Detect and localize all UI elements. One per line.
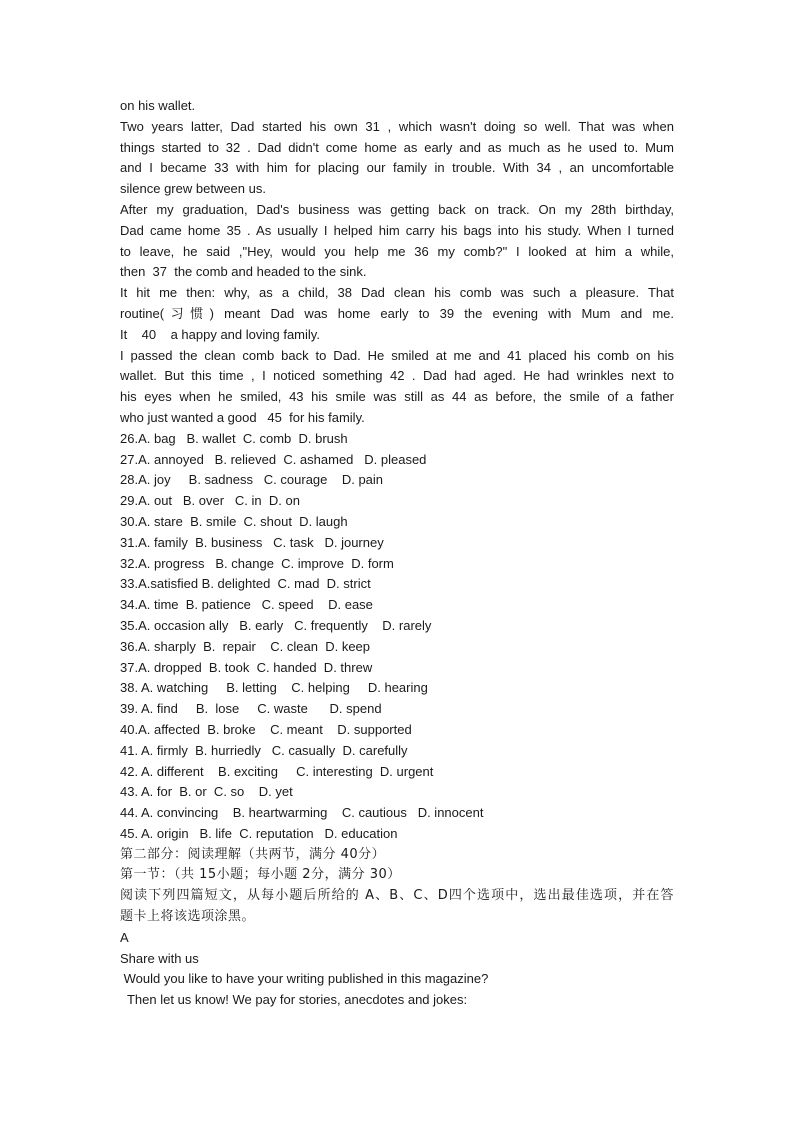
part-title: 第二部分：阅读理解（共两节，满分 40分） <box>120 846 386 862</box>
passage-line: and I became 33 with him for placing our family in trouble. With 34 , an uncomfortable <box>120 160 674 176</box>
passage-line: Then let us know! We pay for stories, anecdotes and jokes: <box>120 992 468 1008</box>
option-line: 26.A. bag B. wallet C. comb D. brush <box>120 430 348 446</box>
passage-line: wallet. But this time , I noticed something 42 . Dad had aged. He had wrinkles next to <box>120 368 674 384</box>
passage-line: who just wanted a good 45 for his family. <box>120 409 365 425</box>
option-line: 35.A. occasion ally B. early C. frequently D. rarely <box>120 617 432 633</box>
option-line: 36.A. sharply B. repair C. clean D. keep <box>120 638 371 654</box>
option-line: 31.A. family B. business C. task D. journey <box>120 534 384 550</box>
option-line: 34.A. time B. patience C. speed D. ease <box>120 597 373 613</box>
passage-label: A <box>120 929 129 945</box>
passage-line: Dad came home 35 . As usually I helped him carry his bags into his study. When I turned <box>120 222 674 238</box>
passage-line: It 40 a happy and loving family. <box>120 326 320 342</box>
passage-line: his eyes when he smiled, 43 his smile was still as 44 as before, the smile of a father <box>120 389 674 405</box>
option-line: 30.A. stare B. smile C. shout D. laugh <box>120 513 348 529</box>
instruction-line: 题卡上将该选项涂黑。 <box>120 909 256 925</box>
passage-line: After my graduation, Dad's business was getting back on track. On my 28th birthday, <box>120 201 674 217</box>
option-line: 28.A. joy B. sadness C. courage D. pain <box>120 472 384 488</box>
option-line: 44. A. convincing B. heartwarming C. cautious D. innocent <box>120 805 484 821</box>
instruction-line: 阅读下列四篇短文，从每小题后所给的 A、B、C、D四个选项中，选出最佳选项，并在答 <box>120 888 674 904</box>
passage-line: Two years latter, Dad started his own 31 , which wasn't doing so well. That was when <box>120 118 674 134</box>
option-line: 37.A. dropped B. took C. handed D. threw <box>120 659 373 675</box>
passage-line: I passed the clean comb back to Dad. He smiled at me and 41 placed his comb on his <box>120 347 674 363</box>
option-line: 42. A. different B. exciting C. interesting D. urgent <box>120 763 434 779</box>
cloze-options <box>120 429 674 845</box>
passage-line: silence grew between us. <box>120 181 266 197</box>
option-line: 27.A. annoyed B. relieved C. ashamed D. pleased <box>120 451 427 467</box>
option-line: 32.A. progress B. change C. improve D. form <box>120 555 394 571</box>
passage-line: things started to 32 . Dad didn't come home as early and as much as he used to. Mum <box>120 139 674 155</box>
option-line: 29.A. out B. over C. in D. on <box>120 493 300 509</box>
passage-line: on his wallet. <box>120 98 196 113</box>
option-line: 45. A. origin B. life C. reputation D. education <box>120 825 398 841</box>
section-title: 第一节：（共 15小题；每小题 2分，满分 30） <box>120 867 401 883</box>
passage-heading: Share with us <box>120 950 199 966</box>
option-line: 39. A. find B. lose C. waste D. spend <box>120 701 382 717</box>
option-line: 33.A.satisfied B. delighted C. mad D. strict <box>120 576 371 592</box>
passage-line: to leave, he said ,"Hey, would you help me 36 my comb?" I looked at him a while, <box>120 243 674 259</box>
reading-section <box>120 845 674 1011</box>
passage-line: Would you like to have your writing published in this magazine? <box>120 971 489 987</box>
option-line: 38. A. watching B. letting C. helping D. hearing <box>120 680 428 696</box>
option-line: 40.A. affected B. broke C. meant D. supported <box>120 721 412 737</box>
option-line: 41. A. firmly B. hurriedly C. casually D. carefully <box>120 742 408 758</box>
cloze-passage <box>120 96 674 429</box>
document-page <box>120 96 674 1011</box>
option-line: 43. A. for B. or C. so D. yet <box>120 784 293 800</box>
passage-line: routine(习惯) meant Dad was home early to 39 the evening with Mum and me. <box>120 305 674 321</box>
passage-line: then 37 the comb and headed to the sink. <box>120 264 367 280</box>
passage-line: It hit me then: why, as a child, 38 Dad clean his comb was such a pleasure. That <box>120 285 674 301</box>
